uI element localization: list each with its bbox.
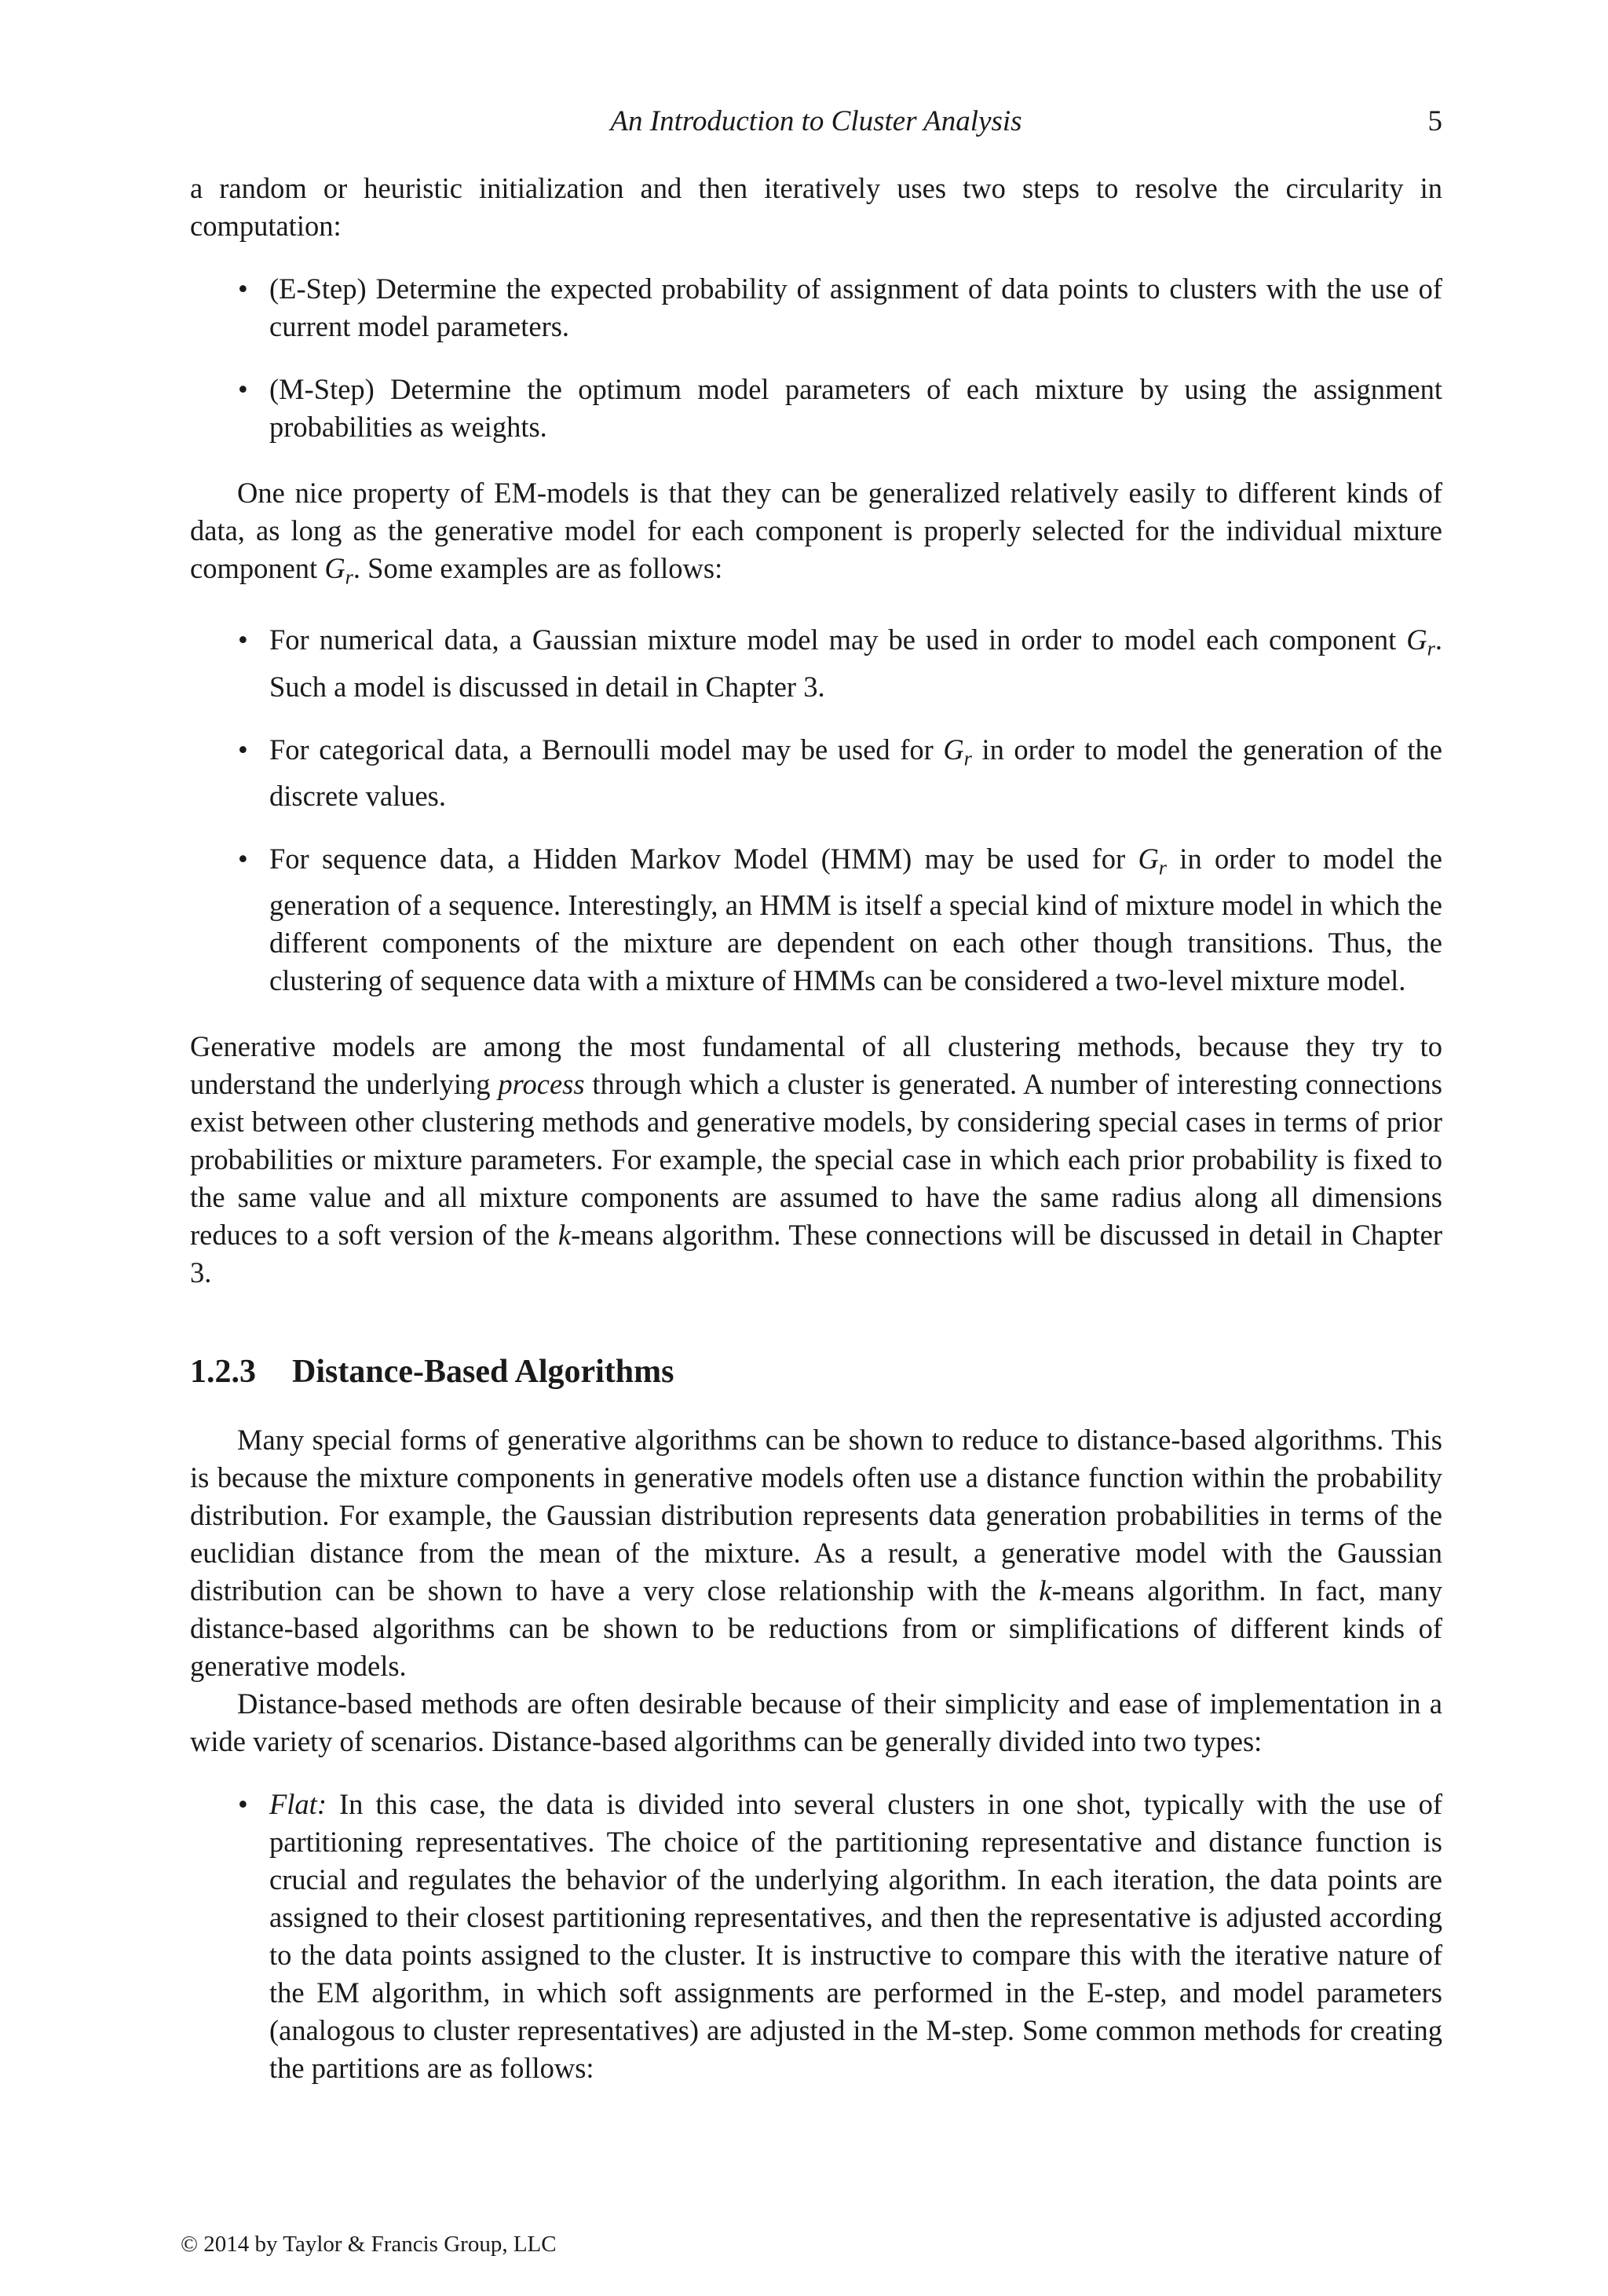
copyright-footer: © 2014 by Taylor & Francis Group, LLC (181, 2232, 557, 2257)
text-run: For numerical data, a Gaussian mixture model may be used in order to model each component (269, 623, 1407, 656)
list-item (190, 1786, 1442, 2087)
list-item (190, 731, 1442, 815)
text-run: In this case, the data is divided into several clusters in one shot, typically with the use of partitioning representatives. The choice of the partitioning representative and distance function is crucial and regulates the behavior of the underlying algorithm. In each iteration, the data points are assigned to their closest partitioning representatives, and then the representative is adjusted according to the data points assigned to the cluster. It is instructive to compare this with the iterative nature of the EM algorithm, in which soft assignments are performed in the E-step, and model parameters (analogous to cluster representatives) are adjusted in the M-step. Some common methods for creating the partitions are as follows: (269, 1788, 1442, 2085)
page-body (190, 170, 1442, 2087)
section-heading (190, 1350, 1442, 1394)
text-run: . Some examples are as follows: (353, 552, 723, 584)
text-run: through which a cluster is generated. A number of interesting connections exist between other clustering methods and generative models, by considering special cases in terms of prior probabilities or mixture parameters. For example, the special case in which each prior probability is fixed to the same value and all mixture components are assumed to have the same radius along all dimensions reduces to a soft version of the (190, 1068, 1442, 1252)
paragraph (190, 1028, 1442, 1292)
list-item (190, 621, 1442, 705)
paragraph: a random or heuristic initialization and then iteratively uses two steps to resolve the circularity in computation: (190, 172, 1442, 242)
text-run: Generative models are among the most fundamental of all clustering methods, because they try to understand the underlying (190, 1030, 1442, 1101)
running-header (190, 102, 1442, 141)
examples-list (190, 621, 1442, 1000)
variable-k: k (1039, 1574, 1052, 1607)
text-run: One nice property of EM-models is that they can be generalized relatively easily to different kinds of data, as long as the generative model for each component is properly selected for the individual mixture component (190, 477, 1442, 584)
symbol-g: G (1406, 623, 1427, 656)
paragraph (190, 1421, 1442, 1685)
text-run: -means algorithm. In fact, many distance-based algorithms can be shown to be reductions from or simplifications of different kinds of generative models. (190, 1574, 1442, 1683)
list-item (190, 840, 1442, 1000)
list-item: • (M-Step) Determine the optimum model parameters of each mixture by using the assignment probabilities as weights. (190, 371, 1442, 446)
text-run: . Such a model is discussed in detail in Chapter 3. (269, 623, 1442, 703)
em-steps-list (190, 270, 1442, 446)
paragraph (190, 474, 1442, 596)
running-title: An Introduction to Cluster Analysis (610, 105, 1022, 137)
text-run: in order to model the generation of a sequence. Interestingly, an HMM is itself a special kind of mixture model in which the different components of the mixture are dependent on each other though transitions. Thus, the clustering of sequence data with a mixture of HMMs can be considered a two-level mixture model. (269, 843, 1442, 997)
text-run: in order to model the generation of the discrete values. (269, 733, 1442, 813)
section-number: 1.2.3 (190, 1354, 256, 1391)
variable-k: k (557, 1219, 572, 1252)
symbol-g: G (1138, 843, 1159, 876)
subscript-r: r (345, 565, 353, 589)
subscript-r: r (1427, 637, 1435, 660)
distance-types-list (190, 1786, 1442, 2087)
page-number: 5 (1427, 105, 1442, 137)
symbol-g: G (324, 552, 345, 584)
subscript-r: r (963, 747, 972, 770)
paragraph: Distance-based methods are often desirable because of their simplicity and ease of implementation in a wide variety of scenarios. Distance-based algorithms can be generally divided into two types: (190, 1687, 1442, 1758)
symbol-g: G (943, 733, 964, 766)
list-item: • (E-Step) Determine the expected probability of assignment of data points to clusters with the use of current model parameters. (190, 270, 1442, 345)
text-run: -means algorithm. These connections will be discussed in detail in Chapter 3. (190, 1219, 1442, 1289)
text-run: Many special forms of generative algorithms can be shown to reduce to distance-based algorithms. This is because the mixture components in generative models often use a distance function within the probability distribution. For example, the Gaussian distribution represents data generation probabilities in terms of the euclidian distance from the mean of the mixture. As a result, a generative model with the Gaussian distribution can be shown to have a very close relationship with the (190, 1424, 1442, 1607)
subscript-r: r (1158, 856, 1168, 879)
text-run: For categorical data, a Bernoulli model may be used for (269, 733, 944, 766)
text-run: For sequence data, a Hidden Markov Model (HMM) may be used for (269, 843, 1138, 876)
section-title: Distance-Based Algorithms (292, 1354, 674, 1391)
term-label: Flat: (269, 1788, 327, 1821)
emphasis: process (498, 1068, 585, 1101)
